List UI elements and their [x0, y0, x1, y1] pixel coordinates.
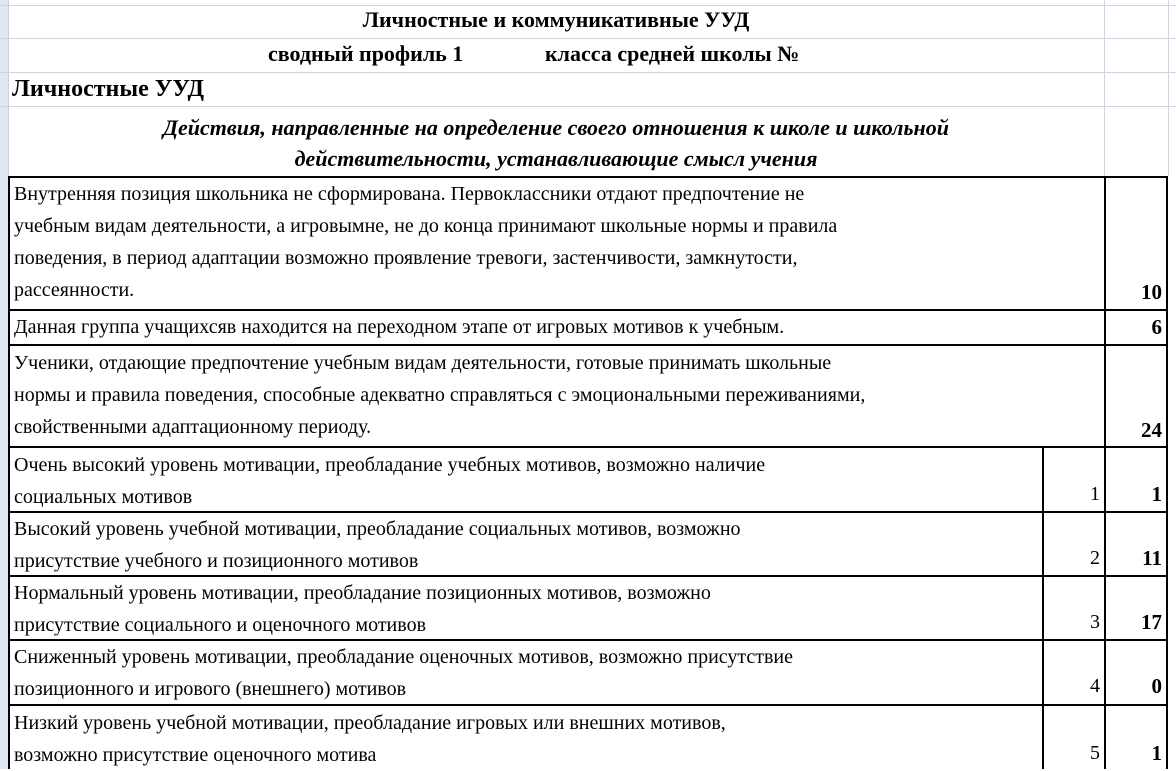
- motivation-level: 5: [1090, 742, 1100, 764]
- motivation-value: 0: [1151, 674, 1162, 698]
- table-row-text: [8, 178, 1104, 309]
- section-title: Личностные УУД: [12, 76, 205, 102]
- row-text-line: Низкий уровень учебной мотивации, преобладание игровых или внешних мотивов,: [14, 712, 726, 734]
- row-text-line: Данная группа учащихсяв находится на переходном этапе от игровых мотивов к учебным.: [14, 316, 785, 338]
- table-border: [8, 176, 10, 769]
- gridline: [0, 38, 1176, 39]
- row-text-line: присутствие учебного и позиционного мотивов: [14, 550, 419, 572]
- row-text-line: Ученики, отдающие предпочтение учебным видам деятельности, готовые принимать школьные: [14, 352, 832, 374]
- motivation-level: 4: [1090, 675, 1100, 697]
- motivation-level: 1: [1090, 483, 1100, 505]
- gridline: [0, 5, 1176, 6]
- row-text-line: социальных мотивов: [14, 486, 193, 508]
- table-border: [1166, 176, 1168, 769]
- table-border: [8, 575, 1168, 577]
- row-value: 10: [1141, 280, 1162, 304]
- table-border: [8, 344, 1168, 346]
- actions-heading-line1: Действия, направленные на определение своего отношения к школе и школьной: [163, 115, 949, 140]
- row-text-line: позиционного и игрового (внешнего) мотивов: [14, 678, 407, 700]
- table-border: [8, 511, 1168, 513]
- table-row-text: [8, 311, 1104, 344]
- row-text-line: Внутренняя позиция школьника не сформирована. Первоклассники отдают предпочтение не: [14, 183, 805, 205]
- row-value: 6: [1151, 315, 1162, 339]
- table-row-text: [8, 347, 1104, 447]
- row-text-line: рассеянности.: [14, 279, 135, 301]
- row-text-line: свойственными адаптационному периоду.: [14, 416, 372, 438]
- subtitle-school: класса средней школы №: [545, 41, 800, 66]
- motivation-value: 1: [1151, 482, 1162, 506]
- row-text-line: нормы и правила поведения, способные адекватно справляться с эмоциональными переживаниями,: [14, 384, 866, 406]
- table-border: [8, 639, 1168, 641]
- row-text-line: Очень высокий уровень мотивации, преобладание учебных мотивов, возможно наличие: [14, 454, 766, 476]
- table-border: [8, 446, 1168, 448]
- table-border: [1104, 176, 1106, 769]
- gridline: [0, 72, 1176, 73]
- motivation-level: 2: [1090, 547, 1100, 569]
- row-text-line: учебным видам деятельности, а игровымне, не до конца принимают школьные нормы и правила: [14, 215, 838, 237]
- subtitle-profile: сводный профиль 1: [268, 41, 464, 66]
- row-text-line: поведения, в период адаптации возможно проявление тревоги, застенчивости, замкнутости,: [14, 247, 798, 269]
- actions-heading-line2: действительности, устанавливающие смысл учения: [294, 146, 818, 171]
- motivation-value: 1: [1151, 741, 1162, 765]
- motivation-row-text: [8, 449, 1042, 511]
- table-border: [8, 704, 1168, 706]
- table-border: [1042, 446, 1044, 769]
- motivation-row-text: [8, 513, 1042, 575]
- motivation-value: 17: [1141, 610, 1162, 634]
- page-title: Личностные и коммуникативные УУД: [362, 7, 750, 32]
- motivation-row-text: [8, 641, 1042, 703]
- row-text-line: Нормальный уровень мотивации, преобладание позиционных мотивов, возможно: [14, 582, 711, 604]
- row-text-line: присутствие социального и оценочного мотивов: [14, 614, 427, 636]
- gridline: [1168, 0, 1169, 176]
- motivation-row-text: [8, 577, 1042, 639]
- motivation-value: 11: [1142, 546, 1162, 570]
- table-border: [8, 176, 1168, 178]
- gridline: [1104, 0, 1105, 176]
- row-text-line: Сниженный уровень мотивации, преобладание оценочных мотивов, возможно присутствие: [14, 646, 794, 668]
- gridline: [0, 106, 1176, 107]
- row-text-line: Высокий уровень учебной мотивации, преобладание социальных мотивов, возможно: [14, 518, 741, 540]
- row-value: 24: [1141, 418, 1162, 442]
- table-border: [8, 309, 1168, 311]
- motivation-row-text: [8, 707, 1042, 769]
- motivation-level: 3: [1090, 611, 1100, 633]
- row-text-line: возможно присутствие оценочного мотива: [14, 744, 377, 766]
